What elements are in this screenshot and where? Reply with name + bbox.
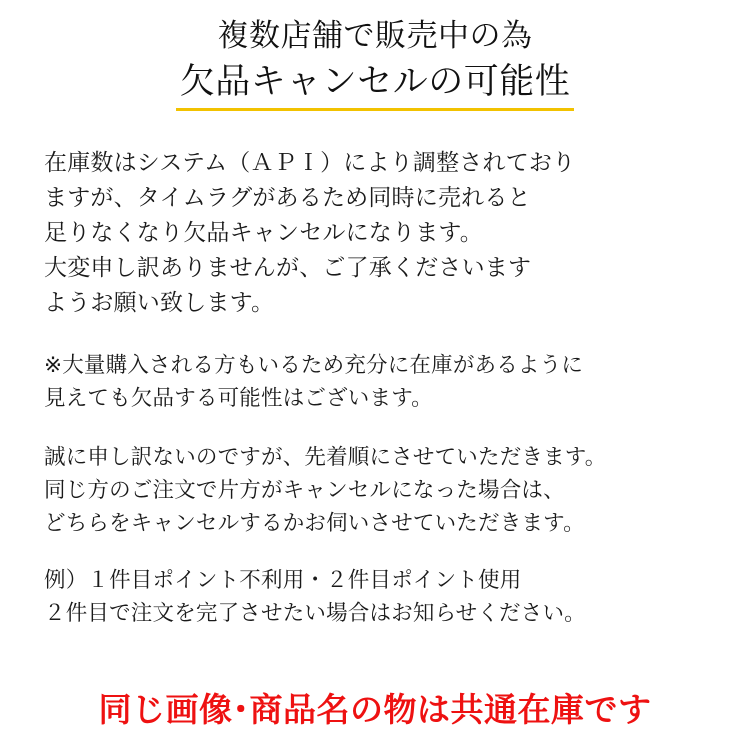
paragraph-line: ※大量購入される方もいるため充分に在庫があるように <box>44 353 584 378</box>
paragraph-line: 同じ方のご注文で片方がキャンセルになった場合は、 <box>44 478 565 503</box>
footer-notice-text: 同じ画像･商品名の物は共通在庫です <box>98 690 652 729</box>
paragraph-line: どちらをキャンセルするかお伺いさせていただきます。 <box>44 511 585 536</box>
paragraph-bulk-purchase <box>44 349 716 415</box>
paragraph-line: ２件目で注文を完了させたい場合はお知らせください。 <box>44 601 586 626</box>
paragraph-line: 足りなくなり欠品キャンセルになります。 <box>44 220 483 246</box>
footer-notice <box>0 688 750 732</box>
paragraph-line: 誠に申し訳ないのですが、先着順にさせていただきます。 <box>44 445 607 470</box>
notice-body <box>44 146 716 630</box>
paragraph-line: 大変申し訳ありませんが、ご了承くださいます <box>44 255 532 281</box>
heading-line-2: 欠品キャンセルの可能性 <box>176 58 575 111</box>
paragraph-line: ようお願い致します。 <box>44 290 275 316</box>
paragraph-first-come-first-served <box>44 441 716 540</box>
paragraph-line: ますが、タイムラグがあるため同時に売れると <box>44 185 531 211</box>
paragraph-line: 在庫数はシステム（ＡＰＩ）により調整されており <box>44 150 576 176</box>
heading-line-1: 複数店舗で販売中の為 <box>217 18 533 54</box>
spacer <box>44 321 716 349</box>
paragraph-line: 例）１件目ポイント不利用・２件目ポイント使用 <box>44 568 522 593</box>
paragraph-stock-api <box>44 146 716 321</box>
paragraph-example-points <box>44 564 716 630</box>
spacer <box>44 415 716 441</box>
paragraph-line: 見えても欠品する可能性はございます。 <box>44 386 433 411</box>
spacer <box>44 540 716 564</box>
notice-heading <box>0 14 750 111</box>
